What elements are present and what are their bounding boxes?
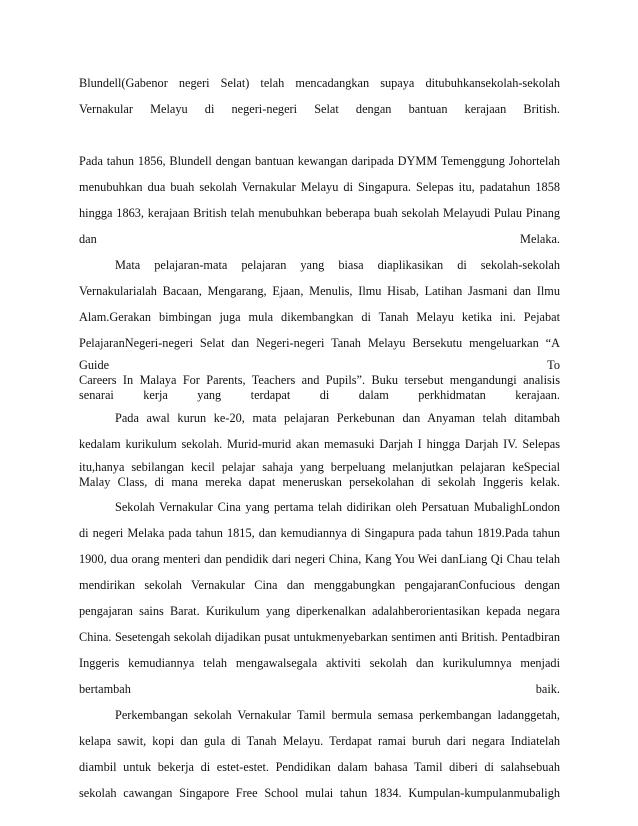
- paragraph-6: [79, 702, 560, 806]
- text-line: Pada tahun 1856, Blundell dengan bantuan kewangan daripada DYMM Temenggung Johortelah: [79, 154, 560, 168]
- text-line: menubuhkan dua buah sekolah Vernakular Melayu di Singapura. Selepas itu, padatahun 1858: [79, 180, 560, 194]
- text-line: Sekolah Vernakular Cina yang pertama telah didirikan oleh Persatuan MubalighLondon: [115, 500, 560, 514]
- text-line: Inggeris kemudiannya telah mengawalsegala aktiviti sekolah dan kurikulumnya menjadi: [79, 656, 560, 670]
- text-line: dan Melaka.: [79, 232, 560, 246]
- text-line: China. Sesetengah sekolah dijadikan pusat untukmenyebarkan sentimen anti British. Pentadbiran: [79, 630, 560, 644]
- text-line: PelajaranNegeri-negeri Selat dan Negeri-negeri Tanah Melayu Bersekutu mengeluarkan “A: [79, 336, 560, 350]
- paragraph-2: [79, 148, 560, 252]
- text-line: senarai kerja yang terdapat di dalam perkhidmatan kerajaan.: [79, 388, 560, 402]
- text-line: Blundell(Gabenor negeri Selat) telah mencadangkan supaya ditubuhkansekolah-sekolah: [79, 76, 560, 90]
- paragraph-4-continued: [79, 460, 560, 490]
- text-line: hingga 1863, kerajaan British telah menubuhkan beberapa buah sekolah Melayudi Pulau Pinang: [79, 206, 560, 220]
- text-line: Pada awal kurun ke-20, mata pelajaran Perkebunan dan Anyaman telah ditambah: [115, 411, 560, 425]
- text-line: sekolah cawangan Singapore Free School mulai tahun 1834. Kumpulan-kumpulanmubaligh: [79, 786, 560, 800]
- text-line: Vernakular Melayu di negeri-negeri Selat dengan bantuan kerajaan British.: [79, 102, 560, 116]
- text-line: mendirikan sekolah Vernakular Cina dan menggabungkan pengajaranConfucious dengan: [79, 578, 560, 592]
- document-page: [79, 70, 560, 806]
- paragraph-3-continued: [79, 358, 560, 403]
- text-line: kedalam kurikulum sekolah. Murid-murid akan memasuki Darjah I hingga Darjah IV. Selepas: [79, 437, 560, 451]
- text-line: itu,hanya sebilangan kecil pelajar sahaja yang berpeluang melanjutkan pelajaran keSpecial: [79, 460, 560, 474]
- paragraph-5: [79, 494, 560, 702]
- paragraph-3: [79, 252, 560, 356]
- paragraph-4: [79, 405, 560, 457]
- text-line: diambil untuk bekerja di estet-estet. Pendidikan dalam bahasa Tamil diberi di salahsebuah: [79, 760, 560, 774]
- text-line: Guide To: [79, 358, 560, 372]
- text-line: pengajaran sains Barat. Kurikulum yang diperkenalkan adalahberorientasikan kepada negara: [79, 604, 560, 618]
- text-line: Alam.Gerakan bimbingan juga mula dikembangkan di Tanah Melayu ketika ini. Pejabat: [79, 310, 560, 324]
- text-line: Malay Class, di mana mereka dapat meneruskan persekolahan di sekolah Inggeris kelak.: [79, 475, 560, 489]
- text-line: Vernakularialah Bacaan, Mengarang, Ejaan, Menulis, Ilmu Hisab, Latihan Jasmani dan Ilmu: [79, 284, 560, 298]
- text-line: Careers In Malaya For Parents, Teachers and Pupils”. Buku tersebut mengandungi analisis: [79, 373, 560, 387]
- text-line: 1900, dua orang menteri dan pendidik dari negeri China, Kang You Wei danLiang Qi Chau telah: [79, 552, 560, 566]
- text-line: Mata pelajaran-mata pelajaran yang biasa diaplikasikan di sekolah-sekolah: [115, 258, 560, 272]
- text-line: bertambah baik.: [79, 682, 560, 696]
- text-line: Perkembangan sekolah Vernakular Tamil bermula semasa perkembangan ladanggetah,: [115, 708, 560, 722]
- text-line: di negeri Melaka pada tahun 1815, dan kemudiannya di Singapura pada tahun 1819.Pada tahun: [79, 526, 560, 540]
- paragraph-1: [79, 70, 560, 122]
- text-line: kelapa sawit, kopi dan gula di Tanah Melayu. Terdapat ramai buruh dari negara Indiatelah: [79, 734, 560, 748]
